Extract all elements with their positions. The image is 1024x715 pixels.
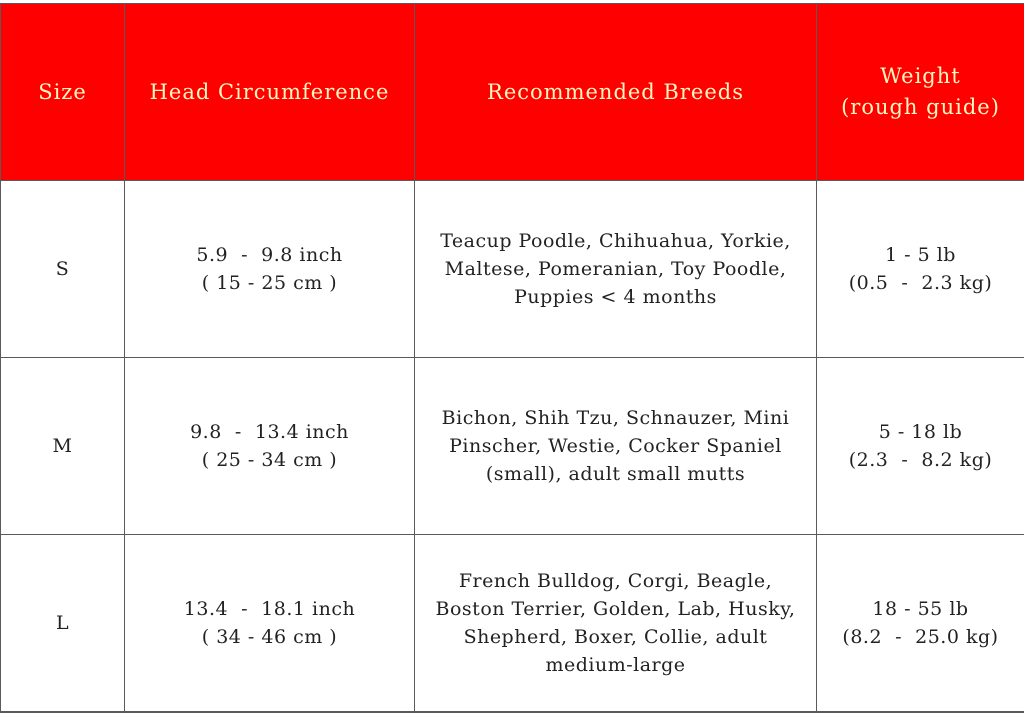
weight-cell bbox=[817, 181, 1024, 358]
weight-lb: 1 - 5 lb bbox=[885, 244, 956, 266]
header-head-circumference: Head Circumference bbox=[125, 4, 415, 181]
weight-cell bbox=[817, 535, 1024, 712]
breeds-line: (small), adult small mutts bbox=[485, 463, 746, 485]
table-row bbox=[1, 358, 1024, 535]
breeds-line: Teacup Poodle, Chihuahua, Yorkie, bbox=[440, 230, 791, 252]
head-cm: ( 34 - 46 cm ) bbox=[201, 626, 338, 648]
breeds-cell bbox=[415, 358, 817, 535]
table-body bbox=[1, 181, 1024, 712]
weight-kg: (2.3 - 8.2 kg) bbox=[848, 449, 993, 471]
table-header bbox=[1, 4, 1024, 181]
table-row bbox=[1, 181, 1024, 358]
weight-kg: (0.5 - 2.3 kg) bbox=[848, 272, 993, 294]
header-weight-title: Weight bbox=[880, 64, 961, 88]
head-circumference-cell bbox=[125, 181, 415, 358]
header-weight-subtitle: (rough guide) bbox=[841, 95, 1000, 119]
weight-lb: 18 - 55 lb bbox=[872, 598, 969, 620]
breeds-line: Puppies < 4 months bbox=[514, 286, 717, 308]
breeds-cell bbox=[415, 535, 817, 712]
header-row bbox=[1, 4, 1024, 181]
breeds-line: medium-large bbox=[545, 654, 686, 676]
table-bottom-border bbox=[0, 712, 1024, 713]
size-cell: S bbox=[1, 181, 125, 358]
breeds-line: Shepherd, Boxer, Collie, adult bbox=[463, 626, 768, 648]
weight-lb: 5 - 18 lb bbox=[878, 421, 963, 443]
breeds-line: Pinscher, Westie, Cocker Spaniel bbox=[449, 435, 782, 457]
head-circumference-cell bbox=[125, 535, 415, 712]
weight-kg: (8.2 - 25.0 kg) bbox=[842, 626, 999, 648]
breeds-line: Bichon, Shih Tzu, Schnauzer, Mini bbox=[441, 407, 790, 429]
size-chart-table bbox=[0, 3, 1024, 712]
header-weight bbox=[817, 4, 1024, 181]
table-row bbox=[1, 535, 1024, 712]
head-inch: 9.8 - 13.4 inch bbox=[190, 421, 349, 443]
head-cm: ( 15 - 25 cm ) bbox=[201, 272, 338, 294]
weight-cell bbox=[817, 358, 1024, 535]
size-cell: L bbox=[1, 535, 125, 712]
header-recommended-breeds: Recommended Breeds bbox=[415, 4, 817, 181]
head-cm: ( 25 - 34 cm ) bbox=[201, 449, 338, 471]
head-inch: 13.4 - 18.1 inch bbox=[183, 598, 356, 620]
head-inch: 5.9 - 9.8 inch bbox=[196, 244, 343, 266]
head-circumference-cell bbox=[125, 358, 415, 535]
breeds-line: Boston Terrier, Golden, Lab, Husky, bbox=[435, 598, 796, 620]
breeds-cell bbox=[415, 181, 817, 358]
size-cell: M bbox=[1, 358, 125, 535]
breeds-line: Maltese, Pomeranian, Toy Poodle, bbox=[444, 258, 787, 280]
breeds-line: French Bulldog, Corgi, Beagle, bbox=[458, 570, 773, 592]
header-size: Size bbox=[1, 4, 125, 181]
